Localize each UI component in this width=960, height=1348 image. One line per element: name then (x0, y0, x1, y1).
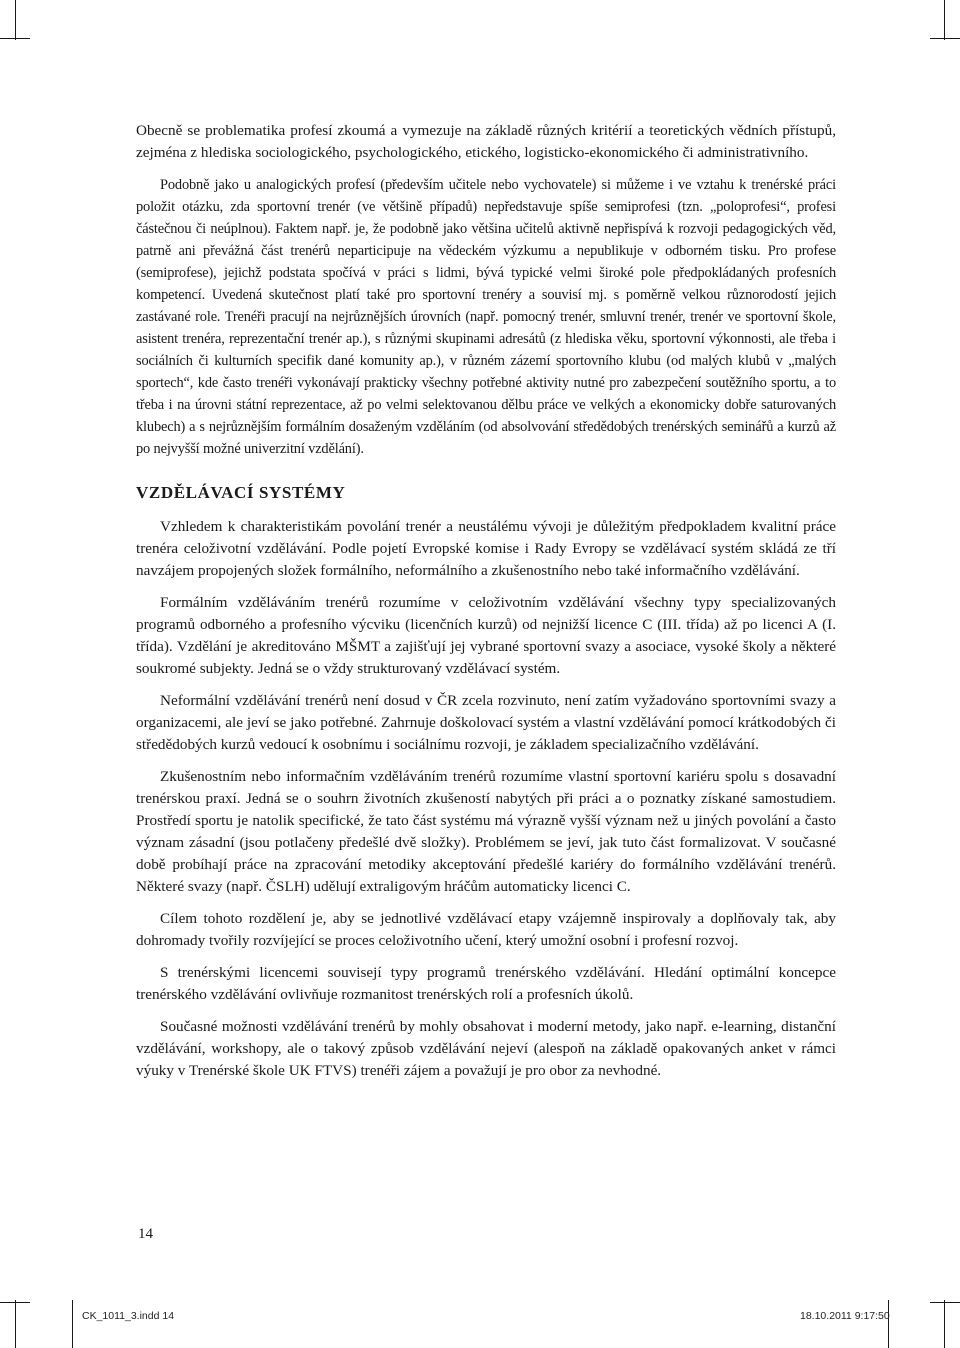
body-paragraph: S trenérskými licencemi souvisejí typy programů trenérského vzdělávání. Hledání optimální koncepce trenérského vzdělávání ovlivňuje rozmanitost trenérských rolí a profesních úkolů. (136, 964, 836, 1003)
body-paragraph: Současné možnosti vzdělávání trenérů by mohly obsahovat i moderní metody, jako např. e-learning, distanční vzdělávání, workshopy, ale o takový způsob vzdělávání nejeví (alespoň na základě opakovaných anket v rámci výuky v Trenérské škole UK FTVS) trenéři zájem a považují je pro obor za nevhodné. (136, 1018, 836, 1079)
crop-mark (15, 0, 16, 40)
body-paragraph: Obecně se problematika profesí zkoumá a vymezuje na základě různých kritérií a teoretických vědních přístupů, zejména z hlediska sociologického, psychologického, etického, logisticko-ekonomického či administrativního. (136, 122, 836, 161)
crop-mark (0, 1302, 30, 1303)
page-number: 14 (138, 1226, 153, 1242)
crop-mark (944, 1300, 945, 1348)
body-paragraph: Podobně jako u analogických profesí (především učitele nebo vychovatele) si můžeme i ve vztahu k trenérské práci položit otázku, zda sportovní trenér (ve většině případů) nepředstavuje spíše semiprofesi (tzn. „poloprofesi“, profesi částečnou či neúplnou). Faktem např. je, že podobně jako většina učitelů aktivně nepřispívá k rozvoji pedagogických věd, patrně ani převážná část trenérů neparticipuje na vědeckém výzkumu a nepublikuje v odborném tisku. Pro profese (semiprofese), jejichž podstata spočívá v práci s lidmi, bývá typické velmi široké pole předpokládaných profesních kompetencí. Uvedená skutečnost platí také pro sportovní trenéry a souvisí mj. s poměrně velkou různorodostí jejich zastávané role. Trenéři pracují na nejrůznějších úrovních (např. pomocný trenér, smluvní trenér, trenér ve sportovní škole, asistent trenéra, reprezentační trenér ap.), s různými skupinami adresátů (z hlediska věku, sportovní výkonnosti, ale třeba i sociálních či kulturních specifik dané komunity ap.), v různém zázemí sportovního klubu (od malých klubů v „malých sportech“, kde často trenéři vykonávají prakticky všechny potřebné aktivity nutné pro zabezpečení soutěžního sportu, a to třeba i na úrovni státní reprezentace, až po velmi selektovanou dělbu práce ve velkých a ekonomicky dobře saturovaných klubech) a s nejrůznějším formálním dosaženým vzděláním (od absolvování středědobých trenérských seminářů a kurzů až po nejvyšší možné univerzitní vzdělání). (136, 177, 836, 457)
crop-mark (930, 38, 960, 39)
crop-mark (72, 1300, 73, 1348)
print-slug-file: CK_1011_3.indd 14 (82, 1310, 175, 1322)
print-slug-timestamp: 18.10.2011 9:17:50 (800, 1310, 890, 1322)
body-paragraph: Formálním vzděláváním trenérů rozumíme v celoživotním vzdělávání všechny typy specializovaných programů odborného a profesního výcviku (licenčních kurzů) od nejnižší licence C (III. třída) až po licenci A (I. třída). Vzdělání je akreditováno MŠMT a zajišťují jej vybrané sportovní svazy a asociace, vysoké školy a některé soukromé subjekty. Jedná se o vždy strukturovaný vzdělávací systém. (136, 594, 836, 677)
page-body (136, 120, 836, 1092)
body-paragraph: Cílem tohoto rozdělení je, aby se jednotlivé vzdělávací etapy vzájemně inspirovaly a doplňovaly tak, aby dohromady tvořily rozvíjející se proces celoživotního učení, který umožní osobní i profesní rozvoj. (136, 910, 836, 949)
crop-mark (930, 1302, 960, 1303)
crop-mark (15, 1300, 16, 1348)
section-heading: VZDĚLÁVACÍ SYSTÉMY (136, 483, 346, 502)
body-paragraph: Neformální vzdělávání trenérů není dosud v ČR zcela rozvinuto, není zatím vyžadováno sportovními svazy a organizacemi, ale jeví se jako potřebné. Zahrnuje doškolovací systém a vlastní vzdělávání pomocí krátkodobých či středědobých kurzů vedoucí k osobnímu i sociálnímu rozvoji, je základem specializačního vzdělávání. (136, 692, 836, 753)
crop-mark (888, 1300, 889, 1348)
crop-mark (944, 0, 945, 40)
crop-mark (0, 38, 30, 39)
body-paragraph: Zkušenostním nebo informačním vzděláváním trenérů rozumíme vlastní sportovní kariéru spolu s dosavadní trenérskou praxí. Jedná se o souhrn životních zkušeností nabytých při práci a o poznatky získané samostudiem. Prostředí sportu je natolik specifické, že tato část systému má výrazně vyšší význam než u jiných povolání a často význam zásadní (jsou potlačeny předešlé dvě složky). Problémem se jeví, jak tuto část formalizovat. V současné době probíhají práce na zpracování metodiky akceptování předešlé kariéry do formálního vzdělávání trenérů. Některé svazy (např. ČSLH) udělují extraligovým hráčům automaticky licenci C. (136, 768, 836, 895)
body-paragraph: Vzhledem k charakteristikám povolání trenér a neustálému vývoji je důležitým předpokladem kvalitní práce trenéra celoživotní vzdělávání. Podle pojetí Evropské komise i Rady Evropy se vzdělávací systém skládá ze tří navzájem propojených složek formálního, neformálního a zkušenostního nebo také informačního vzdělávání. (136, 518, 836, 579)
